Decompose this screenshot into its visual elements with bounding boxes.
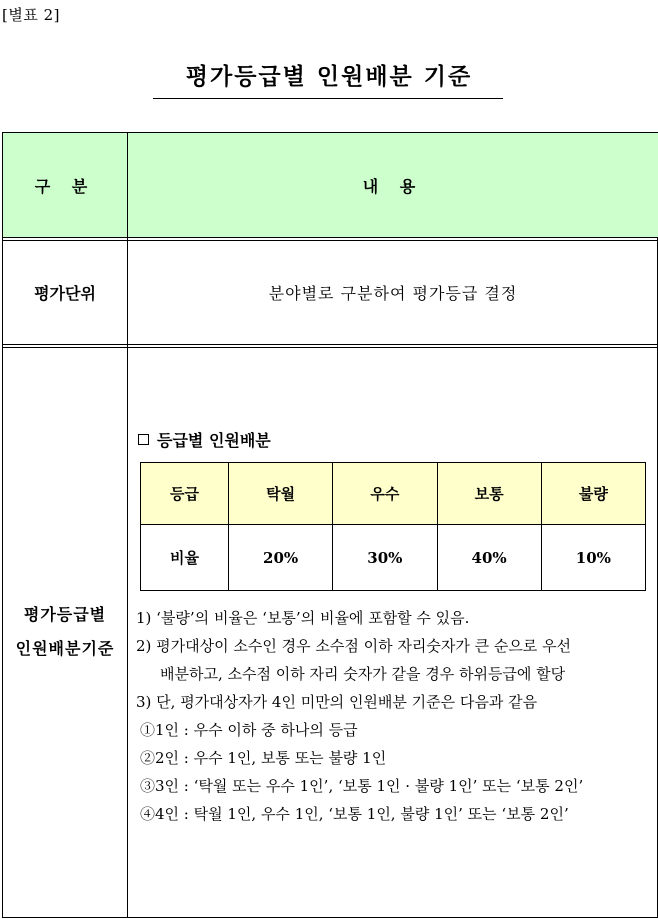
grade-header-cell: 보통 xyxy=(437,463,541,525)
note-item-continued: 배분하고, 소수점 이하 자리 숫자가 같을 경우 하위등급에 할당 xyxy=(160,665,566,683)
column-divider xyxy=(127,133,128,239)
case-item: ①1인 : 우수 이하 중 하나의 등급 xyxy=(140,721,358,739)
unit-content-cell xyxy=(128,239,658,346)
criteria-content-cell xyxy=(128,346,658,918)
document-title: 평가등급별 인원배분 기준 xyxy=(185,63,473,90)
grade-ratio-cell: 40% xyxy=(437,525,541,591)
unit-content: 분야별로 구분하여 평가등급 결정 xyxy=(268,284,518,303)
square-bullet-icon xyxy=(138,434,149,445)
title-underline xyxy=(153,98,503,99)
grade-ratio-cell: 비율 xyxy=(141,525,229,591)
header-category-label: 구 분 xyxy=(34,176,96,196)
annex-label: [별표 2] xyxy=(2,6,60,24)
criteria-label-cell xyxy=(3,346,127,918)
grade-header-cell: 탁월 xyxy=(229,463,333,525)
grade-ratio-cell: 30% xyxy=(333,525,437,591)
grade-ratio-cell: 20% xyxy=(229,525,333,591)
grade-ratio-cell: 10% xyxy=(541,525,645,591)
case-item: ④4인 : 탁월 1인, 우수 1인, ‘보통 1인, 불량 1인’ 또는 ‘보통 2인’ xyxy=(140,805,569,823)
subheading xyxy=(138,428,271,451)
subheading-text: 등급별 인원배분 xyxy=(157,431,271,450)
grade-header-cell: 불량 xyxy=(541,463,645,525)
note-item: 3) 단, 평가대상자가 4인 미만의 인원배분 기준은 다음과 같음 xyxy=(136,693,538,711)
evaluation-unit-row xyxy=(3,239,657,346)
unit-label: 평가단위 xyxy=(34,284,96,303)
header-cell-category xyxy=(3,133,127,237)
grade-header-row xyxy=(141,463,646,525)
criteria-label-line2: 인원배분기준 xyxy=(15,639,115,658)
header-content-label: 내 용 xyxy=(362,176,424,196)
table-header-row xyxy=(3,133,657,239)
grade-ratio-table xyxy=(140,462,646,591)
grade-header-cell: 우수 xyxy=(333,463,437,525)
note-item: 2) 평가대상이 소수인 경우 소수점 이하 자리숫자가 큰 순으로 우선 xyxy=(136,637,572,655)
criteria-label-line1: 평가등급별 xyxy=(23,605,107,624)
allocation-notes xyxy=(136,604,656,828)
criteria-table xyxy=(2,132,658,918)
header-cell-content xyxy=(128,133,658,237)
case-item: ③3인 : ‘탁월 또는 우수 1인’, ‘보통 1인 · 불량 1인’ 또는 ‘보통 2인’ xyxy=(140,777,584,795)
unit-label-cell xyxy=(3,239,127,346)
note-item: 1) ‘불량’의 비율은 ‘보통’의 비율에 포함할 수 있음. xyxy=(136,609,470,627)
grade-header-cell: 등급 xyxy=(141,463,229,525)
case-item: ②2인 : 우수 1인, 보통 또는 불량 1인 xyxy=(140,749,387,767)
allocation-criteria-row xyxy=(3,346,657,918)
grade-ratio-row xyxy=(141,525,646,591)
column-divider xyxy=(127,239,128,346)
